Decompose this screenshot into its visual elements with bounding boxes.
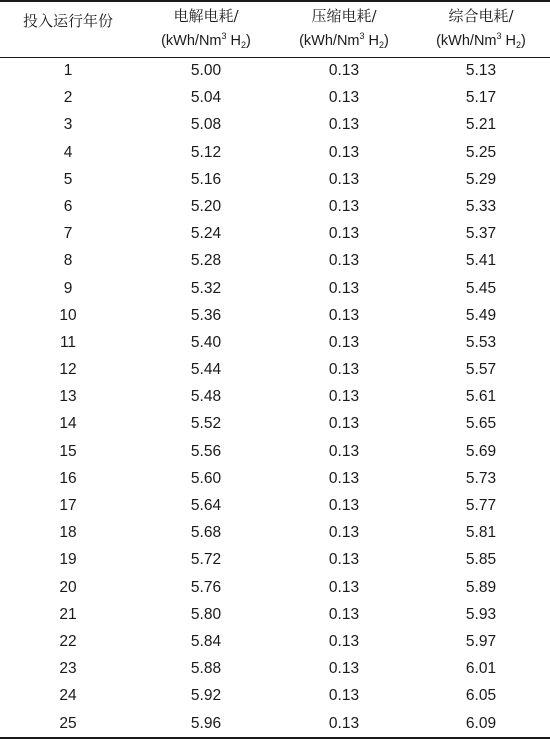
cell-year: 1 [63,62,73,79]
table-row [0,601,550,628]
cell-compression: 0.13 [328,170,360,188]
cell-year: 18 [59,524,77,542]
cell-compression: 0.13 [328,62,360,79]
cell-total: 6.01 [465,660,497,678]
cell-total: 5.97 [465,632,497,650]
table-row [0,383,550,410]
table-row [0,465,550,492]
cell-year: 24 [59,687,77,705]
cell-compression: 0.13 [328,551,360,569]
cell-year: 19 [59,551,77,569]
table-row [0,57,550,84]
cell-total: 5.13 [465,62,497,79]
cell-year: 20 [59,578,77,596]
cell-electrolysis: 5.44 [190,361,222,379]
cell-total: 5.25 [465,143,497,161]
cell-year: 16 [59,469,77,487]
cell-compression: 0.13 [328,225,360,243]
table-row [0,492,550,519]
cell-compression: 0.13 [328,89,360,107]
cell-electrolysis: 5.76 [190,578,222,596]
cell-total: 5.21 [465,116,497,134]
table-row [0,247,550,274]
cell-total: 5.93 [465,605,497,623]
table-row [0,574,550,601]
cell-electrolysis: 5.04 [190,89,222,107]
cell-electrolysis: 5.24 [190,225,222,243]
cell-electrolysis: 5.56 [190,442,222,460]
table-row [0,275,550,302]
table-body [0,57,550,737]
cell-electrolysis: 5.16 [190,170,222,188]
cell-total: 5.17 [465,89,497,107]
table-row [0,84,550,111]
cell-total: 5.57 [465,361,497,379]
cell-electrolysis: 5.48 [190,388,222,406]
cell-compression: 0.13 [328,143,360,161]
table-row [0,111,550,138]
header-compression-label: 压缩电耗/ [311,7,377,25]
cell-year: 5 [63,170,73,188]
header-total [412,0,550,57]
table-row [0,710,550,737]
table-row [0,682,550,709]
header-total-label: 综合电耗/ [448,7,514,25]
cell-year: 25 [59,714,77,732]
cell-year: 7 [63,225,73,243]
table-row [0,329,550,356]
cell-compression: 0.13 [328,660,360,678]
cell-total: 5.45 [465,279,497,297]
cell-electrolysis: 5.36 [190,306,222,324]
cell-compression: 0.13 [328,497,360,514]
cell-compression: 0.13 [328,415,360,433]
cell-compression: 0.13 [328,361,360,379]
table-header [0,0,550,57]
cell-total: 5.53 [465,333,497,351]
header-year [0,0,136,57]
cell-total: 5.37 [465,225,497,243]
cell-year: 10 [59,306,77,324]
cell-compression: 0.13 [328,333,360,351]
cell-electrolysis: 5.64 [190,497,222,514]
cell-year: 3 [63,116,73,134]
cell-electrolysis: 5.72 [190,551,222,569]
header-total-unit: (kWh/Nm$^3$ $H_2$) [436,31,526,50]
cell-electrolysis: 5.96 [190,714,222,732]
cell-total: 6.05 [465,687,497,705]
table-bottom-rule [0,737,550,739]
cell-year: 11 [59,333,77,351]
cell-total: 5.77 [465,497,497,514]
cell-compression: 0.13 [328,578,360,596]
cell-electrolysis: 5.92 [190,687,222,705]
cell-electrolysis: 5.40 [190,333,222,351]
cell-electrolysis: 5.00 [190,62,222,79]
cell-year: 23 [59,660,77,678]
cell-compression: 0.13 [328,605,360,623]
header-compression [276,0,412,57]
cell-compression: 0.13 [328,469,360,487]
cell-total: 5.33 [465,197,497,215]
cell-total: 5.73 [465,469,497,487]
cell-total: 5.89 [465,578,497,596]
table-row [0,655,550,682]
table-row [0,356,550,383]
cell-total: 5.69 [465,442,497,460]
table-row [0,519,550,546]
cell-electrolysis: 5.28 [190,252,222,270]
cell-total: 5.65 [465,415,497,433]
header-electrolysis [136,0,276,57]
cell-compression: 0.13 [328,632,360,650]
cell-year: 6 [63,197,73,215]
cell-year: 15 [59,442,77,460]
table-row [0,302,550,329]
cell-electrolysis: 5.52 [190,415,222,433]
cell-total: 5.41 [465,252,497,270]
cell-compression: 0.13 [328,116,360,134]
cell-total: 5.29 [465,170,497,188]
cell-year: 12 [59,361,77,379]
cell-electrolysis: 5.80 [190,605,222,623]
table-row [0,546,550,573]
header-electrolysis-unit: (kWh/Nm$^3$ $H_2$) [161,31,251,50]
cell-year: 13 [59,388,77,406]
cell-compression: 0.13 [328,388,360,406]
cell-electrolysis: 5.68 [190,524,222,542]
header-electrolysis-label: 电解电耗/ [173,7,239,25]
table-row [0,193,550,220]
cell-year: 17 [59,497,77,514]
cell-electrolysis: 5.88 [190,660,222,678]
cell-compression: 0.13 [328,252,360,270]
cell-year: 9 [63,279,73,297]
cell-electrolysis: 5.60 [190,469,222,487]
cell-total: 5.49 [465,306,497,324]
table-row [0,438,550,465]
cell-total: 6.09 [465,714,497,732]
table-row [0,410,550,437]
cell-compression: 0.13 [328,306,360,324]
cell-year: 14 [59,415,77,433]
cell-year: 4 [63,143,73,161]
cell-electrolysis: 5.32 [190,279,222,297]
cell-compression: 0.13 [328,442,360,460]
header-year-label: 投入运行年份 [22,12,113,30]
cell-compression: 0.13 [328,714,360,732]
cell-total: 5.81 [465,524,497,542]
cell-compression: 0.13 [328,197,360,215]
cell-electrolysis: 5.12 [190,143,222,161]
table-row [0,139,550,166]
cell-year: 22 [59,632,77,650]
cell-compression: 0.13 [328,524,360,542]
table-row [0,628,550,655]
table-row [0,166,550,193]
cell-total: 5.85 [465,551,497,569]
cell-year: 8 [63,252,73,270]
header-compression-unit: (kWh/Nm$^3$ $H_2$) [299,31,389,50]
cell-compression: 0.13 [328,687,360,705]
cell-year: 21 [59,605,77,623]
cell-electrolysis: 5.08 [190,116,222,134]
cell-year: 2 [63,89,73,107]
cell-compression: 0.13 [328,279,360,297]
cell-total: 5.61 [465,388,497,406]
cell-electrolysis: 5.20 [190,197,222,215]
cell-electrolysis: 5.84 [190,632,222,650]
table-row [0,220,550,247]
